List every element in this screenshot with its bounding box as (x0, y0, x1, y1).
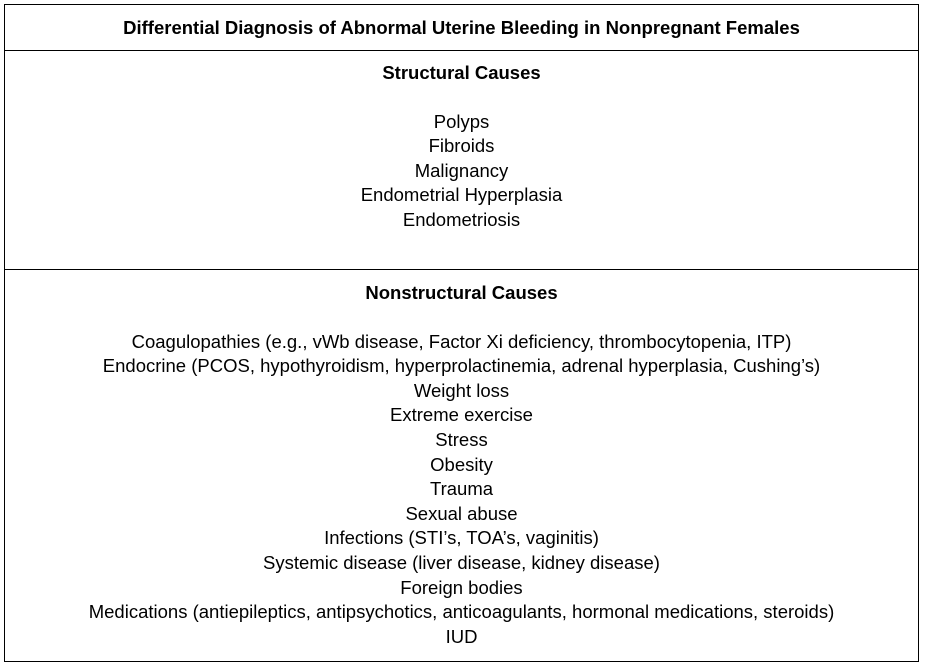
list-item: Endometriosis (402, 208, 521, 230)
list-item: Weight loss (413, 379, 510, 401)
list-item: Foreign bodies (400, 576, 523, 598)
table-title: Differential Diagnosis of Abnormal Uterine Bleeding in Nonpregnant Females (5, 5, 918, 51)
structural-causes-list (5, 110, 918, 233)
list-item: Infections (STI’s, TOA’s, vaginitis) (324, 527, 599, 549)
list-item: Extreme exercise (390, 404, 533, 426)
nonstructural-causes-heading: Nonstructural Causes (365, 282, 558, 303)
list-item: Endocrine (PCOS, hypothyroidism, hyperprolactinemia, adrenal hyperplasia, Cushing’s) (102, 355, 821, 377)
list-item: Polyps (433, 110, 490, 132)
diagnosis-table (4, 4, 919, 662)
list-item: Medications (antiepileptics, antipsychotics, anticoagulants, hormonal medications, steroids) (88, 601, 835, 623)
list-item: Stress (435, 428, 488, 450)
list-item: Malignancy (414, 159, 509, 181)
list-item: Coagulopathies (e.g., vWb disease, Factor Xi deficiency, thrombocytopenia, ITP) (131, 330, 792, 352)
list-item: Endometrial Hyperplasia (360, 184, 563, 206)
structural-causes-heading: Structural Causes (382, 62, 541, 83)
list-item: Sexual abuse (405, 502, 518, 524)
list-item: Obesity (430, 453, 493, 475)
structural-causes-section (5, 51, 918, 270)
nonstructural-causes-list (5, 330, 918, 650)
list-item: Systemic disease (liver disease, kidney disease) (263, 551, 660, 573)
list-item: Fibroids (428, 135, 495, 157)
nonstructural-causes-section (5, 271, 918, 661)
list-item: IUD (445, 625, 478, 647)
list-item: Trauma (429, 478, 494, 500)
